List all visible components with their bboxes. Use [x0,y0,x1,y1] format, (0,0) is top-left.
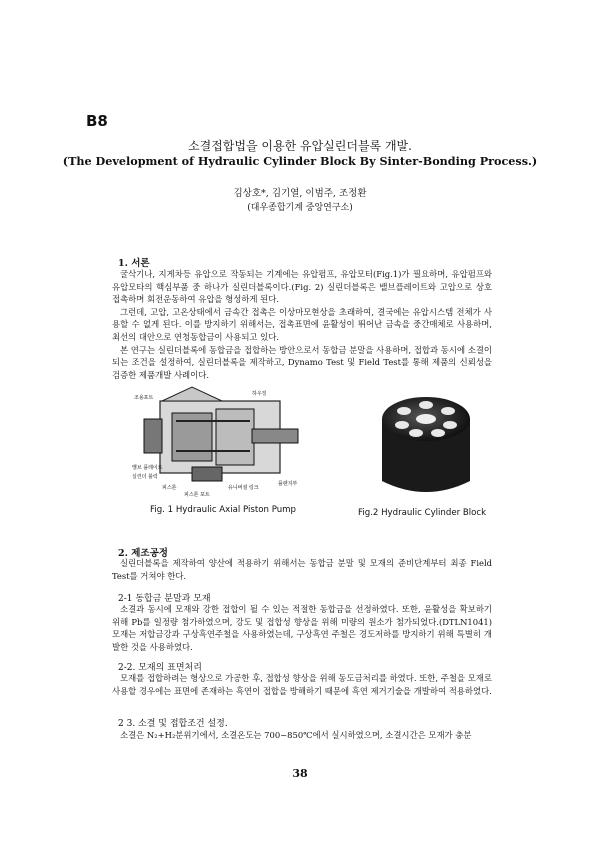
subsection-2-2-body [112,672,492,697]
paper-code: B8 [86,112,108,130]
paragraph: 소결은 N₂+H₂분위기에서, 소결온도는 700~850℃에서 실시하였으며, 소결시간은 모재가 충분 [120,730,472,740]
paragraph: 소결과 동시에 모재와 강한 접합이 될 수 있는 적절한 동합금을 선정하였다. 또한, 윤활성을 확보하기 위해 Pb를 일정량 첨가하였으며, 강도 및 접합성 향상을 위해 미량의 원소가 첨가되었다.(DTLN1041) 모재는 저합금강과 구상흑연주철을 사용하였는데, 구상흑연 주철은 경도저하를 방지하기 위해 특별히 개발한 것을 사용하였다. [112,604,492,652]
title-korean: 소결접합법을 이용한 유압실린더블록 개발. [188,139,412,153]
section-1-body [112,268,492,381]
figure-2-caption: Fig.2 Hydraulic Cylinder Block [358,508,487,518]
figure-1-pump-diagram [132,385,322,497]
affiliation: (대우종합기계 중앙연구소) [247,203,353,213]
subsection-2-1-body [112,603,492,653]
section-1-heading: 1. 서론 [118,258,150,269]
fig1-label: 조용포트 [134,395,154,401]
title-english: (The Development of Hydraulic Cylinder Block By Sinter-Bonding Process.) [62,154,538,168]
fig1-label: 유니버셜 링크 [228,485,259,491]
figure-2-cylinder-block-photo [368,385,484,505]
fig1-label: 플랜지부 [278,481,298,487]
fig1-label: 실린더 블럭 [132,474,158,480]
subsection-2-2-heading: 2-2. 모재의 표면처리 [118,663,202,673]
section-2-heading: 2. 제조공정 [118,548,168,559]
paragraph: 실린더블록을 제작하여 양산에 적용하기 위해서는 동합금 분말 및 모재의 준비단계부터 최종 Field Test를 거쳐야 한다. [112,558,492,581]
subsection-2-3-heading: 2 3. 소결 및 접합조건 설정. [118,719,228,729]
fig1-label: 피스톤 포트 [184,492,210,497]
paragraph: 굴삭기나, 지게차등 유압으로 작동되는 기계에는 유압펌프, 유압모터(Fig.1)가 필요하며, 유압펌프와 유압모타의 핵심부품 중 하나가 실린더블록이다.(Fig. 2) 실린더블록은 밸브플레이트와 고압으로 상호 접촉하며 회전운동하여 유압을 형성하게 된다. [112,269,492,305]
paragraph: 모재를 접합하려는 형상으로 가공한 후, 접합성 향상을 위해 동도금처리를 하였다. 또한, 주철을 모재로 사용할 경우에는 표면에 존재하는 흑연이 접합을 방해하기 때문에 흑연 제거기술을 개발하여 적용하였다. [112,673,492,696]
section-2-intro [112,557,492,582]
fig1-label: 밸브 플레이트 [132,465,163,471]
subsection-2-3-body [112,729,492,742]
authors: 김상호*, 김기열, 이범주, 조정환 [233,188,367,199]
paragraph: 그런데, 고압, 고온상태에서 금속간 접촉은 이상마모현상을 초래하여, 결국에는 유압시스템 전체가 사용할 수 없게 된다. 이를 방지하기 위해서는, 접촉표면에 윤활성이 뛰어난 금속을 중간매체로 사용하며, 최선의 대안으로 연청동합금이 사용되고 있다. [112,306,492,342]
paragraph: 본 연구는 실린더블록에 동합금을 접합하는 방안으로서 동합금 분말을 사용하며, 접합과 동시에 소결이 되는 조건을 설정하여, 실린더블록을 제작하고, Dynamo Test 및 Field Test를 통해 제품의 신뢰성을 검증한 제품개발 사례이다. [112,344,492,380]
figure-1-caption: Fig. 1 Hydraulic Axial Piston Pump [150,505,297,515]
fig1-label: 피스톤 [162,485,177,491]
subsection-2-1-heading: 2-1 동합금 분말과 모재 [118,594,211,604]
fig1-label: 하우징 [252,391,267,397]
page-number: 38 [292,767,308,780]
